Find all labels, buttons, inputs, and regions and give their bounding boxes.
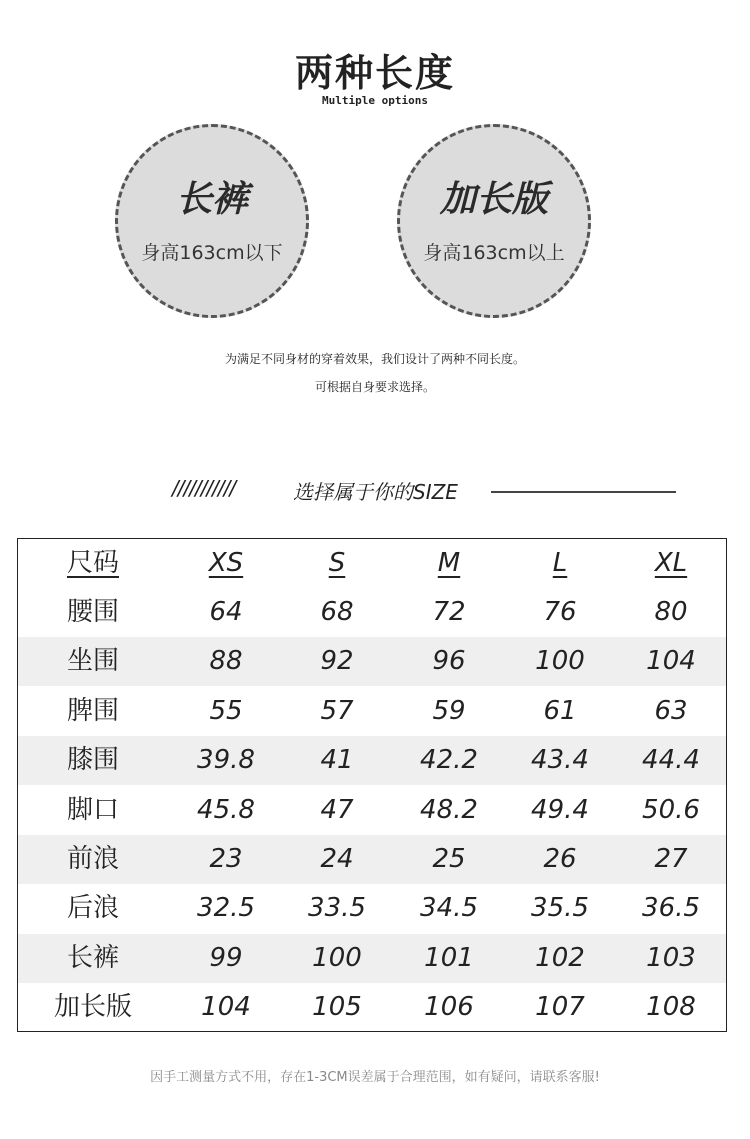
table-cell: 63 xyxy=(654,695,688,726)
table-cell: 49.4 xyxy=(531,794,589,825)
table-cell: 102 xyxy=(535,942,585,973)
row-label: 膝围 xyxy=(66,745,119,776)
header-cell: XS xyxy=(208,548,244,578)
table-cell: 35.5 xyxy=(531,893,589,924)
table-cell: 32.5 xyxy=(197,893,255,924)
decorative-slashes: /////////// xyxy=(172,476,236,500)
option-long-height: 身高163cm以上 xyxy=(423,242,565,264)
table-cell: 44.4 xyxy=(642,745,700,776)
table-cell: 104 xyxy=(646,646,696,677)
table-cell: 100 xyxy=(535,646,585,677)
option-regular-badge xyxy=(115,124,309,318)
table-cell: 76 xyxy=(543,597,577,627)
description-line-1: 为满足不同身材的穿着效果，我们设计了两种不同长度。 xyxy=(224,352,525,366)
table-row xyxy=(18,786,726,835)
table-row xyxy=(18,983,726,1032)
table-cell: 42.2 xyxy=(420,745,478,776)
table-cell: 45.8 xyxy=(197,794,255,825)
table-cell: 47 xyxy=(320,794,354,825)
row-label: 长裤 xyxy=(66,942,119,973)
table-row xyxy=(18,884,726,933)
table-cell: 101 xyxy=(424,942,474,973)
table-cell: 99 xyxy=(209,942,243,973)
table-cell: 72 xyxy=(432,597,466,627)
row-label: 加长版 xyxy=(53,992,132,1023)
table-row xyxy=(18,934,726,983)
table-cell: 106 xyxy=(424,992,474,1023)
table-cell: 43.4 xyxy=(531,745,589,776)
header-cell: 尺码 xyxy=(66,548,119,578)
table-cell: 100 xyxy=(312,942,362,973)
table-cell: 68 xyxy=(320,597,354,627)
table-row xyxy=(18,687,726,736)
row-label: 坐围 xyxy=(66,646,119,677)
size-section-title: 选择属于你的SIZE xyxy=(293,480,458,504)
table-cell: 57 xyxy=(320,695,354,726)
table-row xyxy=(18,835,726,884)
header-cell: XL xyxy=(654,548,688,578)
table-header-row xyxy=(18,539,726,588)
table-cell: 59 xyxy=(432,695,466,726)
row-label: 后浪 xyxy=(66,893,119,924)
table-cell: 48.2 xyxy=(420,794,478,825)
table-row xyxy=(18,588,726,637)
table-cell: 36.5 xyxy=(642,893,700,924)
page-title: 两种长度 xyxy=(294,51,455,95)
table-cell: 88 xyxy=(209,646,243,677)
option-long-badge xyxy=(397,124,591,318)
option-regular-height: 身高163cm以下 xyxy=(141,242,283,264)
table-cell: 50.6 xyxy=(642,794,700,825)
size-table xyxy=(17,538,727,1032)
size-section-header xyxy=(0,476,750,504)
option-long-title: 加长版 xyxy=(439,179,548,220)
header-cell: M xyxy=(437,548,461,578)
table-cell: 25 xyxy=(432,844,466,874)
footer-note: 因手工测量方式不用，存在1-3CM误差属于合理范围，如有疑问，请联系客服! xyxy=(150,1070,600,1085)
table-cell: 96 xyxy=(432,646,466,677)
header-cell: L xyxy=(552,548,568,578)
table-row xyxy=(18,637,726,686)
row-label: 脚口 xyxy=(66,794,119,825)
table-cell: 107 xyxy=(535,992,585,1023)
table-cell: 64 xyxy=(209,597,243,627)
divider-line xyxy=(491,491,676,493)
description-line-2: 可根据自身要求选择。 xyxy=(314,380,435,394)
table-cell: 104 xyxy=(201,992,251,1023)
row-label: 脾围 xyxy=(66,695,119,726)
table-cell: 41 xyxy=(320,745,354,776)
row-label: 腰围 xyxy=(66,597,119,627)
table-cell: 108 xyxy=(646,992,696,1023)
table-row xyxy=(18,736,726,785)
table-cell: 92 xyxy=(320,646,354,677)
option-regular-title: 长裤 xyxy=(175,179,248,220)
table-cell: 103 xyxy=(646,942,696,973)
table-cell: 80 xyxy=(654,597,688,627)
table-cell: 61 xyxy=(543,695,577,726)
table-cell: 34.5 xyxy=(420,893,478,924)
page-subtitle: Multiple options xyxy=(322,94,428,107)
row-label: 前浪 xyxy=(66,844,119,874)
table-cell: 27 xyxy=(654,844,688,874)
table-cell: 23 xyxy=(209,844,243,874)
table-cell: 39.8 xyxy=(197,745,255,776)
table-cell: 55 xyxy=(209,695,243,726)
table-cell: 105 xyxy=(312,992,362,1023)
header-cell: S xyxy=(328,548,346,578)
table-cell: 24 xyxy=(320,844,354,874)
table-cell: 26 xyxy=(543,844,577,874)
table-cell: 33.5 xyxy=(308,893,366,924)
